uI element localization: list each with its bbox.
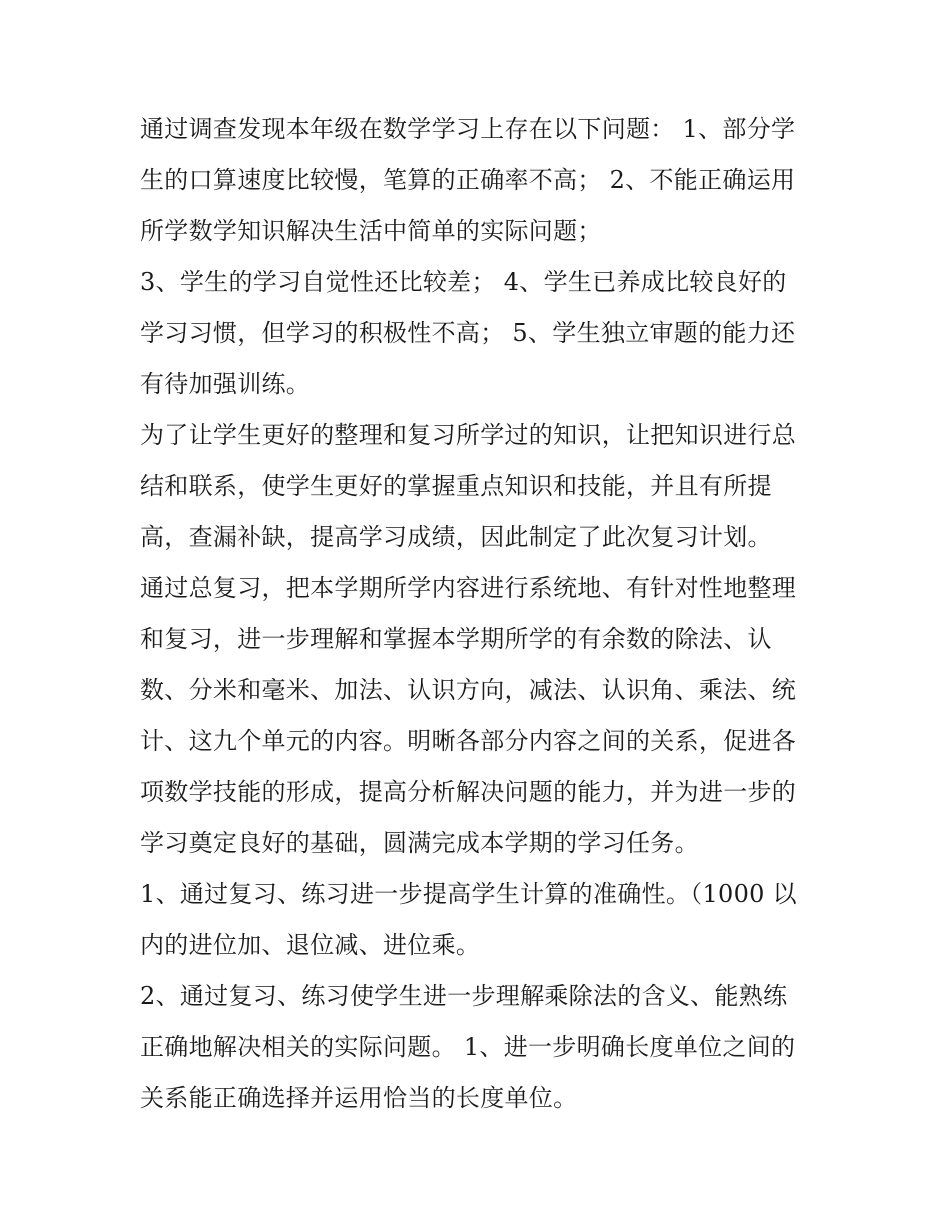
text-line: 有待加强训练。 [140, 370, 311, 398]
text-line: 所学数学知识解决生活中简单的实际问题； [140, 217, 602, 245]
text-line: 正确地解决相关的实际问题。 1、进一步明确长度单位之间的 [140, 1033, 796, 1061]
text-line: 结和联系，使学生更好的掌握重点知识和技能，并且有所提 [140, 472, 772, 500]
text-line: 通过总复习，把本学期所学内容进行系统地、有针对性地整理 [140, 574, 797, 602]
text-line: 项数学技能的形成，提高分析解决问题的能力，并为进一步的 [140, 778, 797, 806]
text-line: 和复习，进一步理解和掌握本学期所学的有余数的除法、认 [140, 625, 772, 653]
text-line: 高，查漏补缺，提高学习成绩，因此制定了此次复习计划。 [140, 523, 772, 551]
text-line: 计、这九个单元的内容。明晰各部分内容之间的关系，促进各 [140, 727, 797, 755]
text-line: 1、通过复习、练习进一步提高学生计算的准确性。（1000 以 [140, 880, 797, 908]
text-line: 通过调查发现本年级在数学学习上存在以下问题： 1、部分学 [140, 115, 796, 143]
text-line: 为了让学生更好的整理和复习所学过的知识，让把知识进行总 [140, 421, 797, 449]
text-line: 学习习惯，但学习的积极性不高； 5、学生独立审题的能力还 [140, 319, 796, 347]
text-line: 学习奠定良好的基础，圆满完成本学期的学习任务。 [140, 829, 699, 857]
text-line: 数、分米和毫米、加法、认识方向，减法、认识角、乘法、统 [140, 676, 797, 704]
text-line: 内的进位加、退位减、进位乘。 [140, 931, 481, 959]
text-line: 3、学生的学习自觉性还比较差； 4、学生已养成比较良好的 [140, 268, 787, 296]
text-line: 2、通过复习、练习使学生进一步理解乘除法的含义、能熟练 [140, 982, 788, 1010]
text-line: 关系能正确选择并运用恰当的长度单位。 [140, 1084, 578, 1112]
document-body [140, 104, 830, 1124]
text-line: 生的口算速度比较慢，笔算的正确率不高； 2、不能正确运用 [140, 166, 796, 194]
